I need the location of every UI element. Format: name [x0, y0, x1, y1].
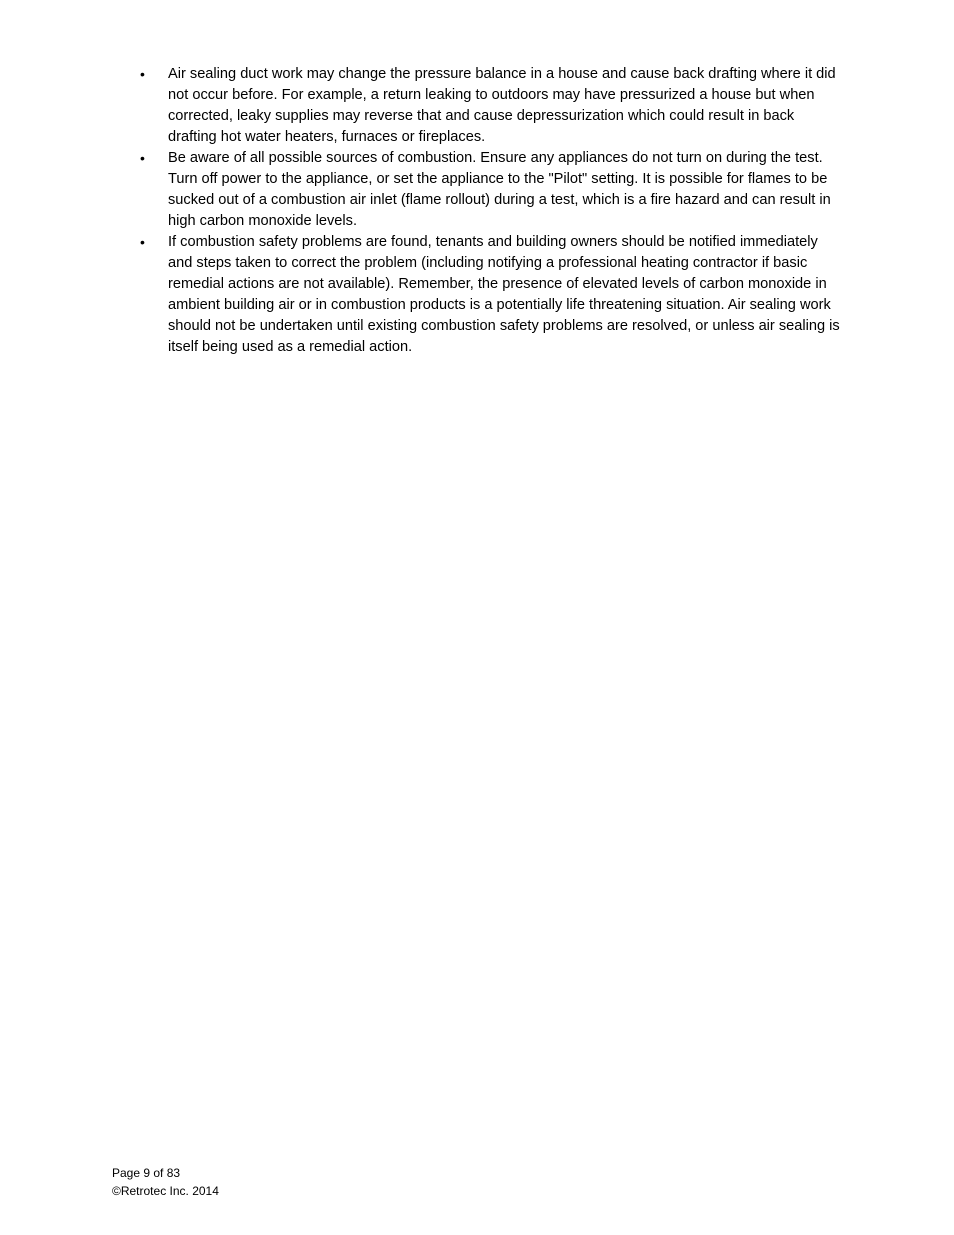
list-item-text: Air sealing duct work may change the pressure balance in a house and cause back drafting where it did not occur before. For example, a return leaking to outdoors may have pressurized a house but when corrected, leaky supplies may reverse that and cause depressurization which could result in back drafting hot water heaters, furnaces or fireplaces. [168, 66, 836, 145]
bullet-marker: • [140, 150, 145, 166]
bullet-marker: • [140, 234, 145, 250]
bullet-marker: • [140, 66, 145, 82]
list-item [140, 148, 845, 232]
list-item-text: If combustion safety problems are found, tenants and building owners should be notified immediately and steps taken to correct the problem (including notifying a professional heating contractor if basic remedial actions are not available). Remember, the presence of elevated levels of carbon monoxide in ambient building air or in combustion products is a potentially life threatening situation. Air sealing work should not be undertaken until existing combustion safety problems are resolved, or unless air sealing is itself being used as a remedial action. [168, 234, 840, 355]
list-item [140, 232, 845, 358]
bullet-list [140, 64, 845, 358]
copyright-notice: ©Retrotec Inc. 2014 [112, 1184, 219, 1198]
page-footer [112, 1164, 219, 1200]
list-item-text: Be aware of all possible sources of combustion. Ensure any appliances do not turn on during the test. Turn off power to the appliance, or set the appliance to the "Pilot" setting. It is possible for flames to be sucked out of a combustion air inlet (flame rollout) during a test, which is a fire hazard and can result in high carbon monoxide levels. [168, 150, 831, 229]
list-item [140, 64, 845, 148]
page-number: Page 9 of 83 [112, 1166, 181, 1180]
